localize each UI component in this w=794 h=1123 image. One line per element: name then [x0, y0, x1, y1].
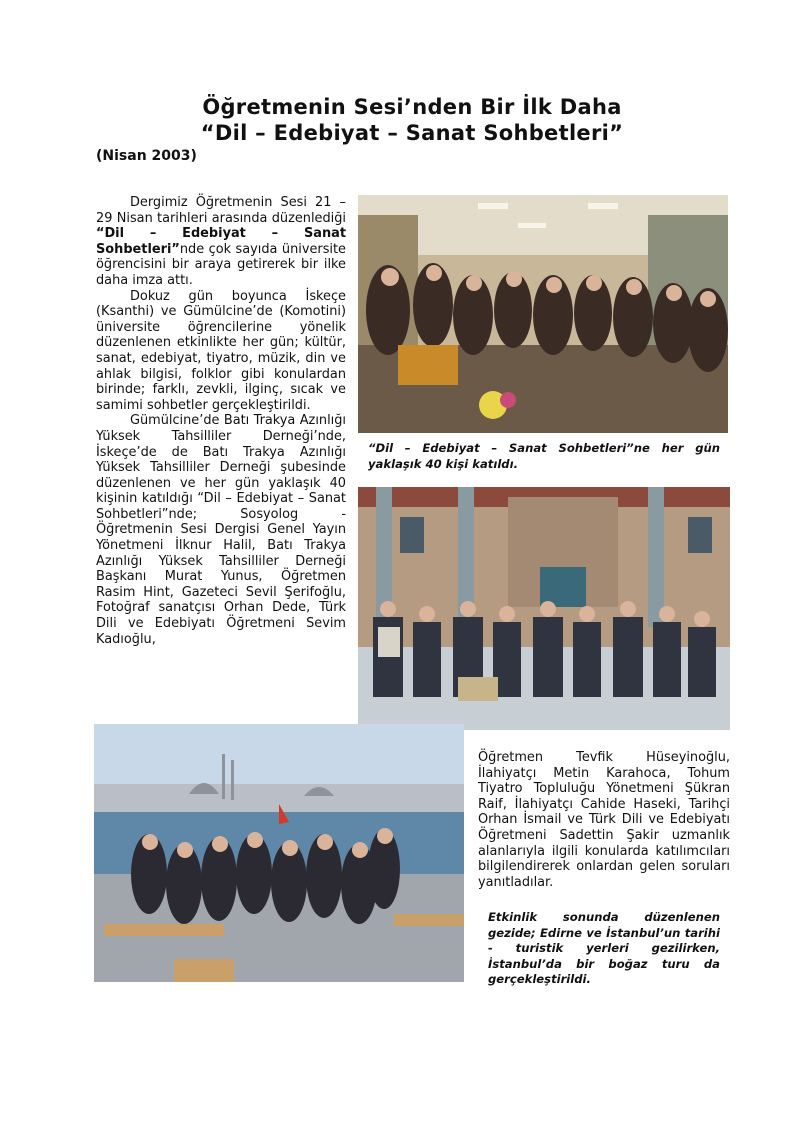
article-body-right-column — [478, 750, 730, 890]
paragraph-1-end: nde çok sayıda üniversite öğrencisini bir araya getirerek bir ilke daha imza attı. — [96, 241, 346, 288]
paragraph-4: Öğretmen Tevfik Hüseyinoğlu, İlahiyatçı Metin Karahoca, Tohum Tiyatro Topluluğu Yönetmeni Şükran Raif, İlahiyatçı Cahide Haseki, Tarihçi Orhan İsmail ve Türk Dili ve Edebiyatı Öğretmeni Sadettin Şakir uzmanlık alanlarıyla ilgili konularda katılımcıları bilgilendirerek onlardan gelen soruları yanıtladılar. — [478, 750, 730, 890]
article-title-line2: “Dil – Edebiyat – Sanat Sohbetleri” — [200, 121, 624, 145]
paragraph-1-start: Dergimiz Öğretmenin Sesi 21 – 29 Nisan tarihleri arasında düzenlediği — [96, 195, 346, 226]
article-date: (Nisan 2003) — [96, 148, 197, 164]
photo-group-indoor — [358, 195, 728, 433]
article-title-line1: Öğretmenin Sesi’nden Bir İlk Daha — [202, 95, 622, 119]
article-body-left-column — [96, 195, 346, 647]
photo3-caption: Etkinlik sonunda düzenlenen gezide; Edirne ve İstanbul’un tarihi - turistik yerleri gezilirken, İstanbul’da bir boğaz turu da gerçekleştirildi. — [488, 910, 720, 987]
paragraph-3: Gümülcine’de Batı Trakya Azınlığı Yüksek Tahsilliler Derneği’nde, İskeçe’de de Batı Trakya Azınlığı Yüksek Tahsilliler Derneği şubesinde düzenlenen ve her gün yaklaşık 40 kişinin katıldığı “Dil – Edebiyat – Sanat Sohbetleri”nde; Sosyolog - Öğretmenin Sesi Dergisi Genel Yayın Yönetmeni İlknur Halil, Batı Trakya Azınlığı Yüksek Tahsilliler Derneği Başkanı Murat Yunus, Öğretmen Rasim Hint, Gazeteci Sevil Şerifoğlu, Fotoğraf sanatçısı Orhan Dede, Türk Dili ve Edebiyatı Öğretmeni Sevim Kadıoğlu, — [96, 413, 346, 647]
photo-group-mosque — [358, 487, 730, 730]
paragraph-1 — [96, 195, 346, 289]
photo1-caption: “Dil – Edebiyat – Sanat Sohbetleri”ne her gün yaklaşık 40 kişi katıldı. — [368, 441, 720, 471]
paragraph-1-event-name: “Dil – Edebiyat – Sanat Sohbetleri” — [96, 226, 346, 257]
photo-bosphorus-tour — [94, 724, 464, 982]
paragraph-2: Dokuz gün boyunca İskeçe (Ksanthi) ve Gümülcine’de (Komotini) üniversite öğrencilerine yönelik düzenlenen etkinlikte her gün; kültür, sanat, edebiyat, tiyatro, müzik, din ve ahlak bilgisi, folklor gibi konulardan birinde; farklı, zevkli, ilginç, sıcak ve samimi sohbetler gerçekleştirildi. — [96, 288, 346, 413]
